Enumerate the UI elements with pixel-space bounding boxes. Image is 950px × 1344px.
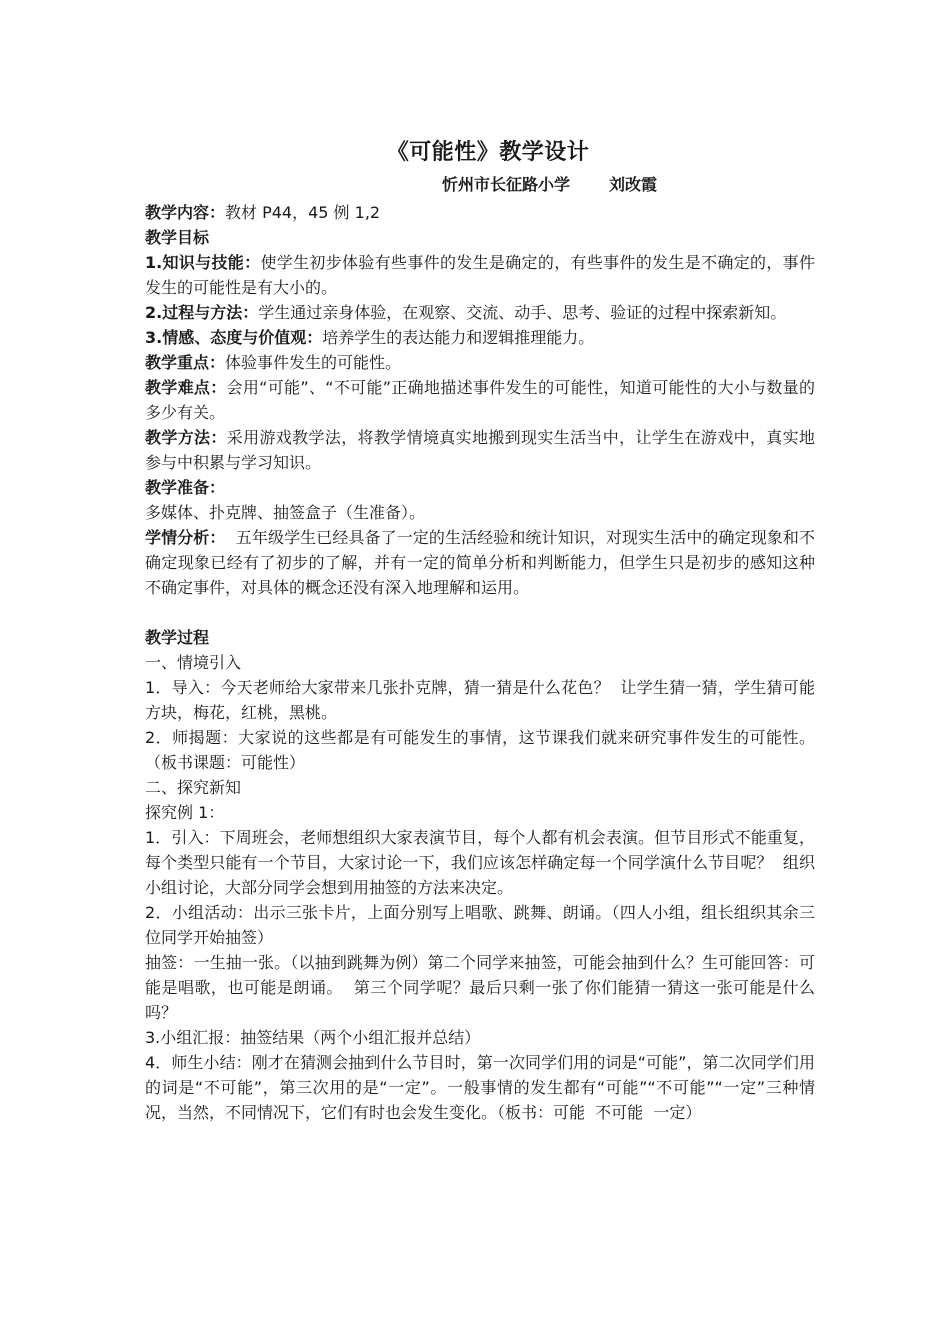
label-content: 教学内容： — [145, 203, 226, 222]
author-line: 忻州市长征路小学 刘改霞 — [442, 175, 657, 194]
text-key-point: 体验事件发生的可能性。 — [225, 353, 402, 372]
paragraph-analysis — [145, 525, 815, 600]
label-preparation: 教学准备： — [145, 478, 226, 497]
process-line: 一、情境引入 — [145, 653, 242, 672]
paragraph-process-method — [145, 300, 815, 325]
process-line: 二、探究新知 — [145, 778, 242, 797]
process-line: 抽签：一生抽一张。（以抽到跳舞为例）第二个同学来抽签，可能会抽到什么？生可能回答：可能是唱歌，也可能是朗诵。 第三个同学呢？最后只剩一张了你们能猜一猜这一张可能是什么吗？ — [145, 953, 815, 1022]
process-line: 4．师生小结：刚才在猜测会抽到什么节目时，第一次同学们用的词是“可能”，第二次同学们用的词是“不可能”，第三次用的是“一定”。一般事情的发生都有“可能”“不可能”“一定”三种情况，当然，不同情况下，它们有时也会发生变化。（板书：可能 不可能 一定） — [145, 1053, 815, 1122]
label-objectives: 教学目标 — [145, 228, 210, 247]
process-line: 探究例 1： — [145, 803, 225, 822]
text-method: 采用游戏教学法，将教学情境真实地搬到现实生活当中，让学生在游戏中，真实地参与中积累与学习知识。 — [145, 428, 815, 472]
text-process-method: 学生通过亲身体验，在观察、交流、动手、思考、验证的过程中探索新知。 — [258, 303, 787, 322]
paragraph-materials — [145, 500, 815, 525]
blank-line — [145, 600, 815, 625]
paragraph-key-point — [145, 350, 815, 375]
paragraph-attitude — [145, 325, 815, 350]
paragraph-preparation — [145, 475, 815, 500]
paragraph-knowledge — [145, 250, 815, 300]
paragraph-content — [145, 200, 815, 225]
text-attitude: 培养学生的表达能力和逻辑推理能力。 — [322, 328, 595, 347]
paragraph-difficulty — [145, 375, 815, 425]
label-knowledge: 1.知识与技能： — [145, 253, 261, 272]
process-line: 2．小组活动：出示三张卡片，上面分别写上唱歌、跳舞、朗诵。（四人小组，组长组织其余三位同学开始抽签） — [145, 903, 815, 947]
process-heading: 教学过程 — [145, 628, 210, 647]
text-content: 教材 P44，45 例 1,2 — [225, 203, 381, 222]
text-analysis: 五年级学生已经具备了一定的生活经验和统计知识，对现实生活中的确定现象和不确定现象已经有了初步的了解，并有一定的简单分析和判断能力，但学生只是初步的感知这种不确定事件，对具体的概念还没有深入地理解和运用。 — [145, 528, 815, 597]
process-line: 1．导入：今天老师给大家带来几张扑克牌，猜一猜是什么花色？ 让学生猜一猜，学生猜可能方块，梅花，红桃，黑桃。 — [145, 678, 815, 722]
document-title: 《可能性》教学设计 — [386, 140, 590, 165]
label-key-point: 教学重点： — [145, 353, 226, 372]
label-attitude: 3.情感、态度与价值观： — [145, 328, 323, 347]
text-materials: 多媒体、扑克牌、抽签盒子（生准备）。 — [145, 503, 426, 522]
design-section — [145, 200, 815, 600]
process-line: 3.小组汇报：抽签结果（两个小组汇报并总结） — [145, 1028, 481, 1047]
process-line: 1．引入：下周班会，老师想组织大家表演节目，每个人都有机会表演。但节目形式不能重复，每个类型只能有一个节目，大家讨论一下，我们应该怎样确定每一个同学演什么节目呢？ 组织小组讨论，大部分同学会想到用抽签的方法来决定。 — [145, 828, 815, 897]
process-section — [145, 650, 815, 1125]
paragraph-method — [145, 425, 815, 475]
label-process-method: 2.过程与方法： — [145, 303, 259, 322]
paragraph-objectives — [145, 225, 815, 250]
label-method: 教学方法： — [145, 428, 227, 447]
label-analysis: 学情分析： — [145, 528, 226, 547]
process-line: 2．师揭题：大家说的这些都是有可能发生的事情，这节课我们就来研究事件发生的可能性。（板书课题：可能性） — [145, 728, 815, 772]
text-difficulty: 会用“可能”、“不可能”正确地描述事件发生的可能性，知道可能性的大小与数量的多少有关。 — [145, 378, 815, 422]
text-knowledge: 使学生初步体验有些事件的发生是确定的，有些事件的发生是不确定的，事件发生的可能性是有大小的。 — [145, 253, 815, 297]
document-page — [145, 136, 815, 1125]
label-difficulty: 教学难点： — [145, 378, 227, 397]
